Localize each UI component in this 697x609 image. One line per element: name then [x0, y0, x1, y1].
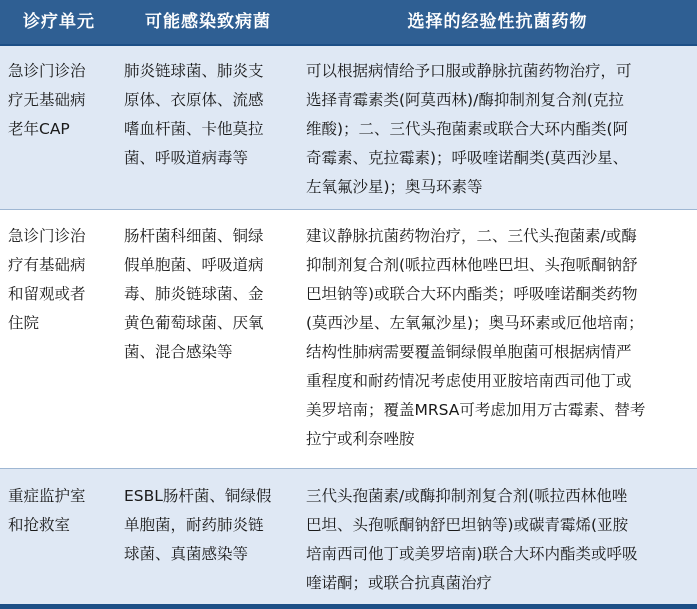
table-row: [0, 46, 697, 209]
header-unit: 诊疗单元: [23, 12, 95, 32]
cell-drugs: 三代头孢菌素/或酶抑制剂复合剂(哌拉西林他唑 巴坦、头孢哌酮钠舒巴坦钠等)或碳青霉烯(亚胺 培南西司他丁或美罗培南)联合大环内酯类或呼吸 喹诺酮；或联合抗真菌治疗: [306, 487, 638, 592]
table-bottom-border: [0, 604, 697, 609]
cell-pathogens: ESBL肠杆菌、铜绿假 单胞菌，耐药肺炎链 球菌、真菌感染等: [124, 487, 272, 563]
cell-pathogens: 肠杆菌科细菌、铜绿 假单胞菌、呼吸道病 毒、肺炎链球菌、金 黄色葡萄球菌、厌氧 菌、混合感染等: [124, 227, 264, 361]
table-row: [0, 469, 697, 604]
cell-drugs: 建议静脉抗菌药物治疗，二、三代头孢菌素/或酶 抑制剂复合剂(哌拉西林他唑巴坦、头孢哌酮钠舒 巴坦钠等)或联合大环内酯类；呼吸喹诺酮类药物 (莫西沙星、左氧氟沙星)；奥马环素或厄他培南； 结构性肺病需要覆盖铜绿假单胞菌可根据病情严 重程度和耐药情况考虑使用亚胺培南西司他丁或 美罗培南；覆盖MRSA可考虑加用万古霉素、替考 拉宁或利奈唑胺: [306, 227, 646, 448]
cell-unit: 急诊门诊治 疗有基础病 和留观或者 住院: [8, 227, 86, 332]
table-row: [0, 210, 697, 468]
table-header: [0, 0, 697, 46]
cell-pathogens: 肺炎链球菌、肺炎支 原体、衣原体、流感 嗜血杆菌、卡他莫拉 菌、呼吸道病毒等: [124, 62, 264, 167]
cell-unit: 急诊门诊治 疗无基础病 老年CAP: [8, 62, 86, 138]
cell-drugs: 可以根据病情给予口服或静脉抗菌药物治疗，可 选择青霉素类(阿莫西林)/酶抑制剂复合剂(克拉 维酸)；二、三代头孢菌素或联合大环内酯类(阿 奇霉素、克拉霉素)；呼吸喹诺酮类(莫西沙星、 左氧氟沙星)；奥马环素等: [306, 62, 632, 196]
cell-unit: 重症监护室 和抢救室: [8, 487, 86, 534]
header-pathogens: 可能感染致病菌: [145, 12, 271, 32]
header-drugs: 选择的经验性抗菌药物: [407, 12, 588, 32]
